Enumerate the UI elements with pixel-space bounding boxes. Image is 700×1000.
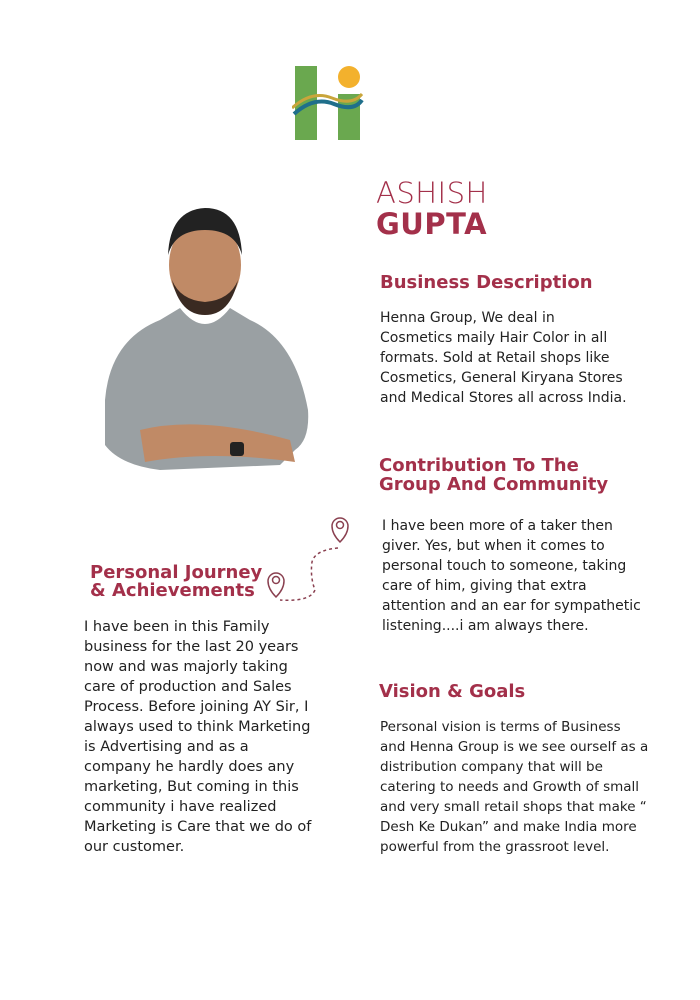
business-description-heading: Business Description [380,272,593,293]
journey-text: I have been in this Family business for the last 20 years now and was majorly taking care of production and Sales Process. Before joining AY Sir, I always used to think Marketing is Advertising and as a company he hardly does any marketing, But coming in this community i have realized Marketing is Care that we do of our customer. [84,619,312,855]
vision-text: Personal vision is terms of Business and Henna Group is we see ourself as a distribution company that will be catering to needs and Growth of small and very small retail shops that make “ Desh Ke Dukan” and make India more powerful from the grassroot level. [380,719,649,855]
journey-path-icon [260,512,360,607]
vision-heading: Vision & Goals [379,681,526,702]
contribution-heading-line2: Group And Community [379,474,609,495]
profile-photo [100,200,315,475]
journey-heading-line1: Personal Journey [90,562,263,583]
journey-heading-line2: & Achievements [90,580,255,601]
last-name: GUPTA [376,207,488,241]
henna-logo [292,64,364,144]
contribution-heading-line1: Contribution To The [379,455,579,476]
contribution-text: I have been more of a taker then giver. Yes, but when it comes to personal touch to someone, taking care of him, giving that extra attention and an ear for sympathetic listening....i am always there. [382,518,641,634]
first-name: ASHISH [376,176,488,210]
business-description-text: Henna Group, We deal in Cosmetics maily Hair Color in all formats. Sold at Retail shops like Cosmetics, General Kiryana Stores and Medical Stores all across India. [380,310,627,406]
